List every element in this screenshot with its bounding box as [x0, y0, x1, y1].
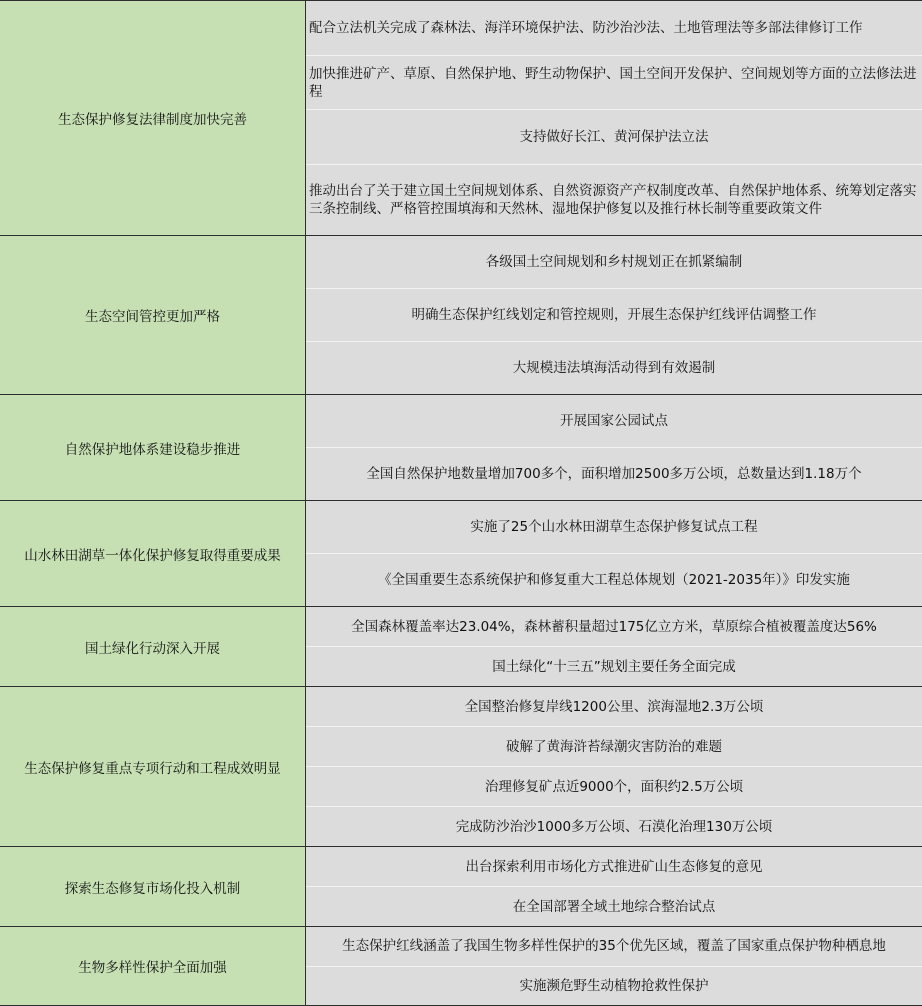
table-row-group	[0, 686, 922, 846]
category-cell	[0, 501, 306, 606]
item-cell	[306, 886, 922, 926]
category-cell	[0, 927, 306, 1005]
table-row-group	[0, 0, 922, 235]
item-cell	[306, 927, 922, 966]
item-cell	[306, 501, 922, 553]
item-text: 全国整治修复岸线1200公里、滨海湿地2.3万公顷	[464, 698, 764, 715]
item-cell	[306, 847, 922, 886]
table-row-group	[0, 500, 922, 606]
item-text: 全国森林覆盖率达23.04%，森林蓄积量超过175亿立方米，草原综合植被覆盖度达56%	[351, 618, 877, 635]
category-cell	[0, 607, 306, 686]
item-text: 在全国部署全域土地综合整治试点	[512, 898, 716, 915]
category-label: 探索生态修复市场化投入机制	[64, 880, 241, 897]
item-text: 各级国土空间规划和乡村规划正在抓紧编制	[485, 254, 743, 270]
category-label: 生态空间管控更加严格	[85, 309, 220, 325]
item-list	[306, 236, 922, 394]
item-list	[306, 687, 922, 846]
table-row-group	[0, 606, 922, 686]
item-list	[306, 847, 922, 926]
item-list	[306, 607, 922, 686]
item-text: 支持做好长江、黄河保护法立法	[519, 129, 709, 146]
category-label: 国土绿化行动深入开展	[85, 640, 220, 657]
table-row-group	[0, 846, 922, 926]
item-text: 加快推进矿产、草原、自然保护地、野生动物保护、国土空间开发保护、空间规划等方面的立法修法进程	[309, 65, 917, 100]
item-cell	[306, 646, 922, 686]
category-label: 自然保护地体系建设稳步推进	[64, 441, 241, 458]
item-text: 治理修复矿点近9000个，面积约2.5万公顷	[484, 778, 744, 795]
item-text: 国土绿化“十三五”规划主要任务全面完成	[492, 658, 736, 675]
item-text: 明确生态保护红线划定和管控规则，开展生态保护红线评估调整工作	[411, 307, 817, 323]
table-row-group	[0, 235, 922, 394]
category-cell	[0, 236, 306, 394]
category-cell	[0, 395, 306, 500]
item-cell	[306, 341, 922, 394]
item-text: 推动出台了关于建立国土空间规划体系、自然资源资产产权制度改革、自然保护地体系、统筹划定落实三条控制线、严格管控围填海和天然林、湿地保护修复以及推行林长制等重要政策文件	[309, 183, 917, 218]
item-text: 生态保护红线涵盖了我国生物多样性保护的35个优先区域，覆盖了国家重点保护物种栖息地	[342, 938, 886, 955]
item-cell	[306, 55, 922, 110]
item-list	[306, 927, 922, 1005]
item-cell	[306, 447, 922, 500]
category-label: 生态保护修复法律制度加快完善	[58, 112, 247, 128]
category-label: 生物多样性保护全面加强	[78, 960, 227, 976]
item-cell	[306, 109, 922, 164]
table-row-group	[0, 394, 922, 500]
item-cell	[306, 553, 922, 606]
category-cell	[0, 847, 306, 926]
item-text: 出台探索利用市场化方式推进矿山生态修复的意见	[465, 858, 763, 875]
item-list	[306, 501, 922, 606]
category-label: 生态保护修复重点专项行动和工程成效明显	[24, 760, 281, 777]
item-text: 完成防沙治沙1000多万公顷、石漠化治理130万公顷	[455, 818, 773, 835]
item-list	[306, 1, 922, 235]
item-text: 破解了黄海浒苔绿潮灾害防治的难题	[506, 738, 722, 755]
item-cell	[306, 966, 922, 1006]
item-cell	[306, 164, 922, 235]
item-cell	[306, 236, 922, 288]
category-cell	[0, 687, 306, 846]
item-text: 配合立法机关完成了森林法、海洋环境保护法、防沙治沙法、土地管理法等多部法律修订工作	[309, 19, 863, 36]
item-list	[306, 395, 922, 500]
item-cell	[306, 288, 922, 341]
item-cell	[306, 806, 922, 846]
item-text: 全国自然保护地数量增加700多个，面积增加2500多万公顷，总数量达到1.18万个	[366, 466, 862, 482]
item-text: 《全国重要生态系统保护和修复重大工程总体规划（2021-2035年）》印发实施	[378, 572, 850, 588]
item-cell	[306, 687, 922, 726]
item-text: 大规模违法填海活动得到有效遏制	[512, 360, 716, 376]
item-cell	[306, 395, 922, 447]
item-cell	[306, 607, 922, 646]
item-cell	[306, 1, 922, 55]
item-text: 实施了25个山水林田湖草生态保护修复试点工程	[470, 519, 758, 535]
table-row-group	[0, 926, 922, 1006]
category-cell	[0, 1, 306, 235]
category-label: 山水林田湖草一体化保护修复取得重要成果	[24, 547, 281, 564]
item-cell	[306, 726, 922, 766]
item-cell	[306, 766, 922, 806]
item-text: 开展国家公园试点	[560, 413, 668, 429]
item-text: 实施濒危野生动植物抢救性保护	[519, 977, 709, 994]
